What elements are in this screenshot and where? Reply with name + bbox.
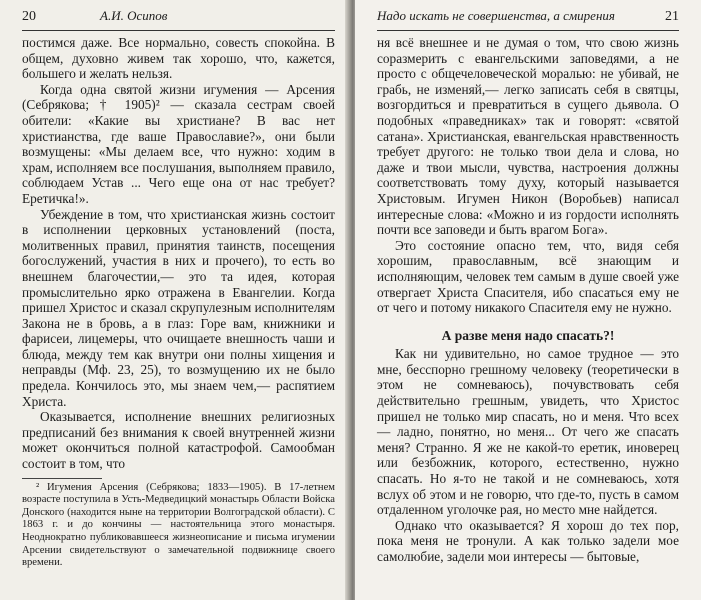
section-heading: А разве меня надо спасать?!: [441, 327, 615, 343]
right-page: [355, 0, 701, 600]
paragraph: Убеждение в том, что христианская жизнь состоит в исполнении церковных установлений (поста, молитвенных правил, принятия таинств, посещения богослужений, участия в них и прочего), то есть во внешнем благочестии,— это та идея, которая промыслительно ярко отражена в Евангелии. Когда пришел Христос и сказал скрупулезным исполнителям Закона не в бровь, а в глаз: Горе вам, книжники и фарисеи, лицемеры, что очищаете внешность чаши и блюда, между тем как внутри они полны хищения и неправды (Мф. 23, 25), то возмущению их не было предела. Кончилось это, мы знаем чем,— распятием Христа.: [22, 206, 335, 409]
paragraph: постимся даже. Все нормально, совесть спокойна. В общем, духовно живем так хорошо, что, кажется, большего и желать нельзя.: [22, 35, 335, 82]
left-body-text: [22, 35, 335, 472]
paragraph: Как ни удивительно, но самое трудное — это мне, бесспорно грешному человеку (теоретически в этом не сомневаюсь), почувствовать себя действительно грешным, увидеть, что Христос пришел не только мир спасать, но и меня. Что всех — ладно, понятно, но меня... От чего же спасать меня? Странно. Я же не какой-то еретик, иноверец или безбожник, которого, естественно, нужно спасать. Но я-то не такой и не сомневаюсь, хотя вслух об этом и не говорю, что где-то, пусть в самом отдаленном уголочке рая, но место мне найдется.: [377, 346, 679, 518]
paragraph: Когда одна святой жизни игумения — Арсения (Себрякова; † 1905)² — сказала сестрам своей обители: «Какие вы христиане? В вас нет христианства, где ваше Православие?», они были возмущены: «Мы делаем все, что нужно: ходим в храм, исполняем все послушания, выполняем правило, соблюдаем Устав ... Чего еще она от нас требует? Еретичка!».: [22, 81, 335, 206]
left-running-head: А.И. Осипов: [100, 8, 168, 23]
right-body-text: [377, 35, 679, 565]
paragraph: Однако что оказывается? Я хорош до тех пор, пока меня не тронули. А как только задели мое самолюбие, задели мои интересы — бытовые,: [377, 517, 679, 564]
left-page: [0, 0, 349, 600]
left-page-number: 20: [22, 9, 36, 24]
left-page-header: [22, 8, 335, 31]
footnote: ² Игумения Арсения (Себрякова; 1833—1905). В 17-летнем возрасте поступила в Усть-Медведицкий монастырь Области Войска Донского (находится ныне на территории Волгоградской области). С 1863 г. и до кончины — настоятельница этого монастыря. Неоднократно публиковавшееся жизнеописание и письма игумении Арсении свидетельствуют о замечательной подвижнице своего времени.: [22, 481, 335, 569]
paragraph: ня всё внешнее и не думая о том, что свою жизнь соразмерить с евангельскими заповедями, а не просто с общечеловеческой моралью: не убивай, не грабь, не изменяй,— легко записать себя в святцы, возгордиться и превратиться в сущего дьявола. О подобных «праведниках» так и говорят: «святой сатана». Христианская, евангельская нравственность требует другого: не только твои дела и слова, но даже и твои мысли, чувства, настроения должны соответствовать тому духу, который называется Христовым. Игумен Никон (Воробьев) написал интересные слова: «Можно и из гордости исполнять почти все заповеди и быть врагом Бога».: [377, 35, 679, 238]
right-page-number: 21: [665, 9, 679, 24]
paragraph: Оказывается, исполнение внешних религиозных предписаний без внимания к своей внутренней жизни может окончиться полной катастрофой. Самообман состоит в том, что: [22, 409, 335, 472]
right-running-head: Надо искать не совершенства, а смирения: [377, 8, 615, 23]
footnote-divider: [22, 478, 102, 479]
right-page-header: [377, 8, 679, 31]
paragraph: Это состояние опасно тем, что, видя себя хорошим, православным, всё знающим и исполняющим, человек тем самым в душе своей уже отвергает Христа Спасителя, ибо спасаться ему не от чего и потому никакого Спасителя ему не нужно.: [377, 237, 679, 316]
